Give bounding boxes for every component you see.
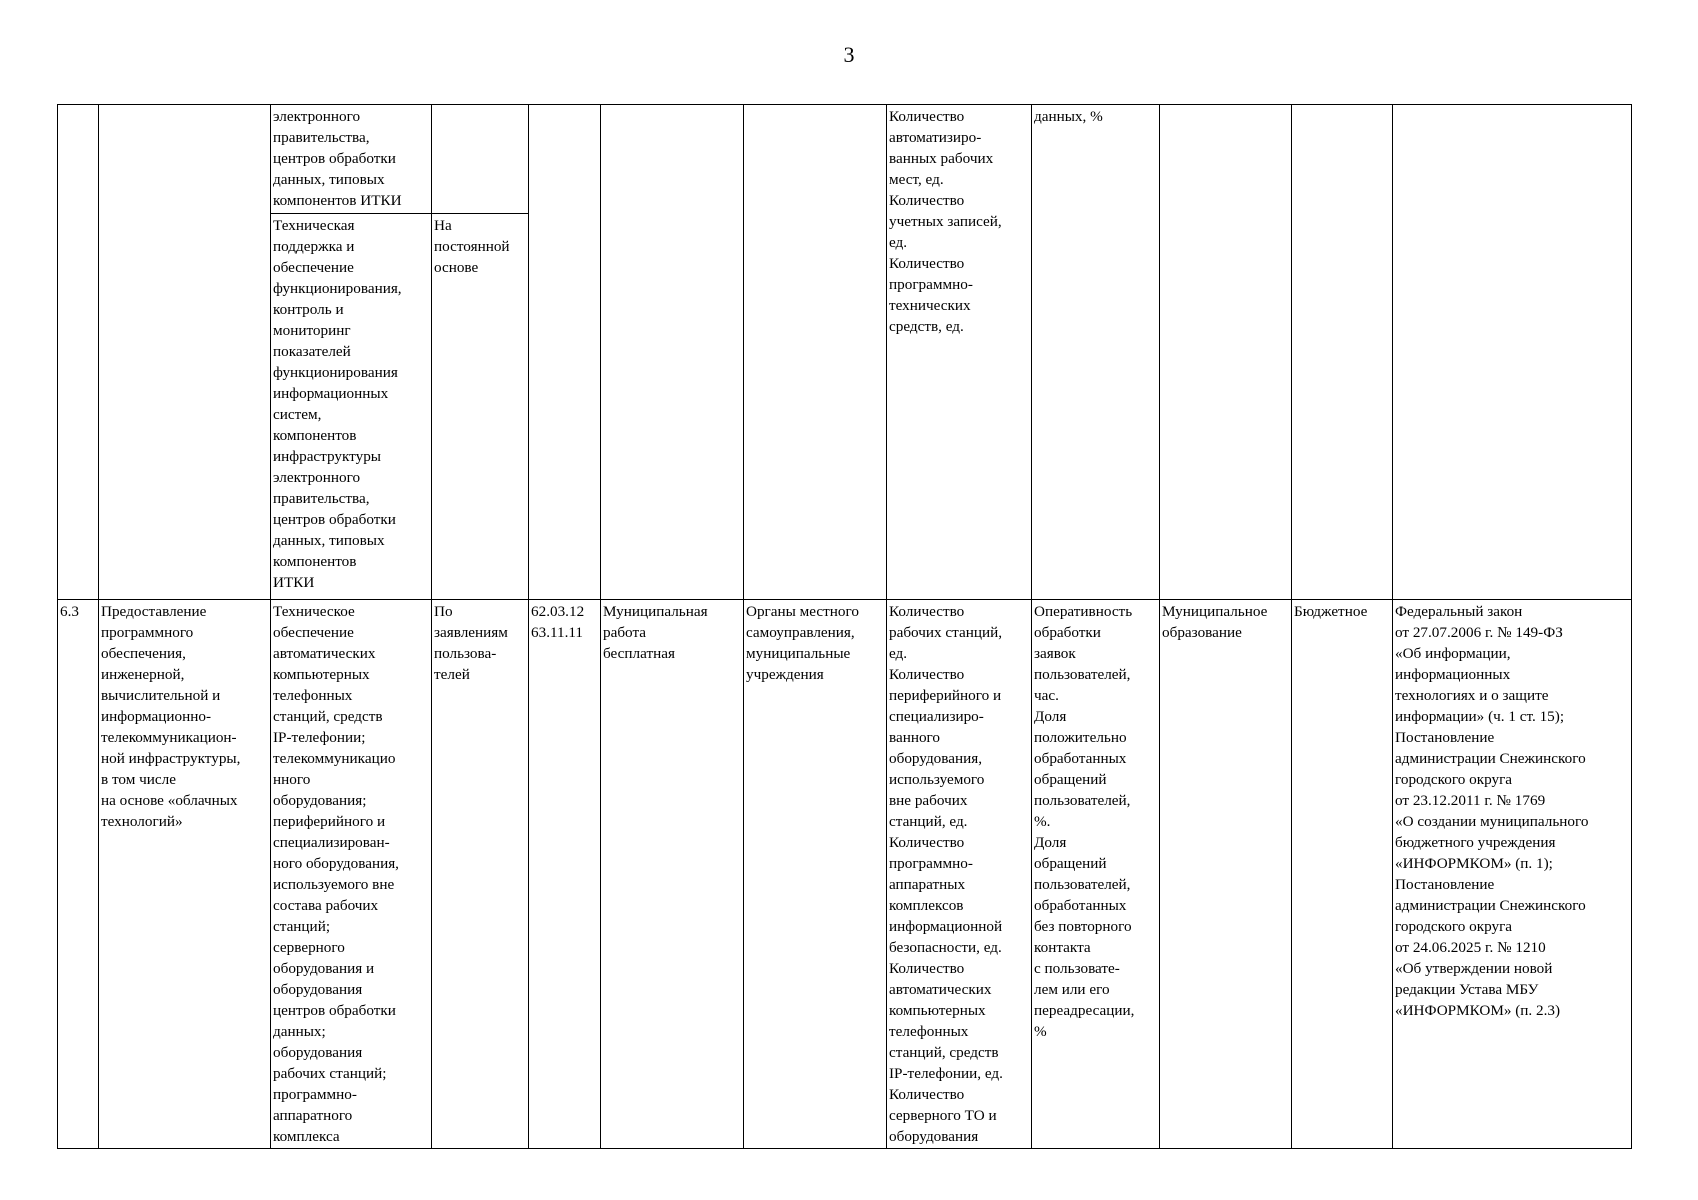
- text-line: положительно: [1034, 729, 1127, 746]
- cell-work-name-bottom: [271, 214, 432, 600]
- cell-consumers: [744, 600, 887, 1149]
- text-line: 62.03.12: [531, 603, 585, 620]
- text-line: редакции Устава МБУ: [1395, 981, 1539, 998]
- text-line: телефонных: [273, 687, 353, 704]
- text-line: обеспечения,: [101, 645, 186, 662]
- text-line: серверного: [273, 939, 345, 956]
- text-line: компонентов: [273, 427, 357, 444]
- cell-legal-basis: [1393, 600, 1632, 1149]
- cell-number: 6.3: [58, 600, 99, 1149]
- cell-institution-type: [1292, 600, 1393, 1149]
- text-line: IP-телефонии;: [273, 729, 366, 746]
- text-line: электронного: [273, 108, 361, 125]
- cell-service-name-cont: [99, 105, 271, 600]
- text-line: пользователей,: [1034, 876, 1131, 893]
- text-line: IP-телефонии, ед.: [889, 1065, 1003, 1082]
- text-line: центров обработки: [273, 1002, 396, 1019]
- text-line: контакта: [1034, 939, 1091, 956]
- continuation-row: [58, 105, 1632, 214]
- text-line: без повторного: [1034, 918, 1132, 935]
- text-line: используемого: [889, 771, 985, 788]
- text-line: Бюджетное: [1294, 603, 1368, 620]
- text-line: программного: [101, 624, 194, 641]
- text-line: информационно-: [101, 708, 212, 725]
- text-line: Количество: [889, 960, 965, 977]
- text-line: пользователей,: [1034, 792, 1131, 809]
- text-line: обработки: [1034, 624, 1101, 641]
- text-line: Доля: [1034, 834, 1067, 851]
- text-line: компьютерных: [273, 666, 370, 683]
- text-line: самоуправления,: [746, 624, 855, 641]
- text-line: данных, типовых: [273, 171, 385, 188]
- text-line: от 24.06.2025 г. № 1210: [1395, 939, 1546, 956]
- text-line: Постановление: [1395, 876, 1495, 893]
- text-line: обеспечение: [273, 624, 354, 641]
- text-line: переадресации,: [1034, 1002, 1135, 1019]
- text-line: «Об утверждении новой: [1395, 960, 1553, 977]
- cell-conditions-bottom: [432, 214, 529, 600]
- cell-conditions-top: [432, 105, 529, 214]
- text-line: компонентов: [273, 553, 357, 570]
- cell-volume-indicators: [887, 600, 1032, 1149]
- text-line: станций, ед.: [889, 813, 968, 830]
- text-line: «О создании муниципального: [1395, 813, 1589, 830]
- text-line: Количество: [889, 108, 965, 125]
- text-line: безопасности, ед.: [889, 939, 1002, 956]
- text-line: специализиро-: [889, 708, 984, 725]
- text-line: станций;: [273, 918, 331, 935]
- cell-level-cont: [1160, 105, 1292, 600]
- text-line: %.: [1034, 813, 1051, 830]
- cell-work-type-cont: [601, 105, 744, 600]
- text-line: систем,: [273, 406, 322, 423]
- text-line: Количество: [889, 603, 965, 620]
- text-line: мониторинг: [273, 322, 351, 339]
- text-line: автоматизиро-: [889, 129, 982, 146]
- text-line: поддержка и: [273, 238, 355, 255]
- text-line: функционирования,: [273, 280, 402, 297]
- text-line: комплексов: [889, 897, 964, 914]
- text-line: программно-: [889, 276, 973, 293]
- text-line: от 23.12.2011 г. № 1769: [1395, 792, 1546, 809]
- text-line: Постановление: [1395, 729, 1495, 746]
- text-line: Муниципальная: [603, 603, 708, 620]
- text-line: ной инфраструктуры,: [101, 750, 241, 767]
- text-line: программно-: [273, 1086, 357, 1103]
- text-line: На: [434, 217, 452, 234]
- text-line: в том числе: [101, 771, 176, 788]
- cell-level: [1160, 600, 1292, 1149]
- text-line: с пользовате-: [1034, 960, 1120, 977]
- text-line: ИТКИ: [273, 574, 315, 591]
- text-line: оборудования: [273, 1044, 363, 1061]
- cell-okved-cont: [529, 105, 601, 600]
- text-line: обращений: [1034, 855, 1107, 872]
- text-line: работа: [603, 624, 647, 641]
- text-line: заявлениям: [434, 624, 508, 641]
- text-line: контроль и: [273, 301, 344, 318]
- text-line: вне рабочих: [889, 792, 968, 809]
- text-line: инженерной,: [101, 666, 185, 683]
- row-6-3: [58, 600, 1632, 1149]
- text-line: программно-: [889, 855, 973, 872]
- text-line: Предоставление: [101, 603, 207, 620]
- text-line: ного оборудования,: [273, 855, 399, 872]
- text-line: учетных записей,: [889, 213, 1002, 230]
- text-line: Количество: [889, 834, 965, 851]
- text-line: телей: [434, 666, 470, 683]
- text-line: оборудования,: [889, 750, 983, 767]
- text-line: функционирования: [273, 364, 398, 381]
- text-line: от 27.07.2006 г. № 149-ФЗ: [1395, 624, 1563, 641]
- text-line: Количество: [889, 1086, 965, 1103]
- text-line: ванных рабочих: [889, 150, 994, 167]
- text-line: центров обработки: [273, 150, 396, 167]
- text-line: нного: [273, 771, 311, 788]
- text-line: средств, ед.: [889, 318, 964, 335]
- text-line: По: [434, 603, 453, 620]
- text-line: Муниципальное: [1162, 603, 1268, 620]
- text-line: технических: [889, 297, 971, 314]
- text-line: серверного ТО и: [889, 1107, 997, 1124]
- text-line: инфраструктуры: [273, 448, 381, 465]
- text-line: Доля: [1034, 708, 1067, 725]
- text-line: автоматических: [273, 645, 376, 662]
- text-line: пользова-: [434, 645, 497, 662]
- text-line: правительства,: [273, 490, 370, 507]
- text-line: Количество: [889, 255, 965, 272]
- text-line: станций, средств: [273, 708, 383, 725]
- text-line: обработанных: [1034, 750, 1127, 767]
- text-line: заявок: [1034, 645, 1076, 662]
- text-line: телекоммуникацио: [273, 750, 396, 767]
- cell-conditions: [432, 600, 529, 1149]
- text-line: телефонных: [889, 1023, 969, 1040]
- text-line: автоматических: [889, 981, 992, 998]
- text-line: компьютерных: [889, 1002, 986, 1019]
- text-line: оборудования;: [273, 792, 367, 809]
- cell-number-cont: [58, 105, 99, 600]
- text-line: час.: [1034, 687, 1059, 704]
- text-line: Техническая: [273, 217, 355, 234]
- text-line: Количество: [889, 192, 965, 209]
- services-table: [57, 104, 1632, 1149]
- text-line: компонентов ИТКИ: [273, 192, 402, 209]
- cell-legal-basis-cont: [1393, 105, 1632, 600]
- text-line: оборудования: [889, 1128, 979, 1145]
- text-line: электронного: [273, 469, 361, 486]
- text-line: обработанных: [1034, 897, 1127, 914]
- text-line: данных;: [273, 1023, 326, 1040]
- text-line: «ИНФОРМКОМ» (п. 1);: [1395, 855, 1553, 872]
- text-line: «Об информации,: [1395, 645, 1511, 662]
- text-line: Количество: [889, 666, 965, 683]
- text-line: Техническое: [273, 603, 355, 620]
- text-line: состава рабочих: [273, 897, 379, 914]
- text-line: 63.11.11: [531, 624, 584, 641]
- text-line: аппаратных: [889, 876, 966, 893]
- cell-work-name-top: [271, 105, 432, 214]
- text-line: мест, ед.: [889, 171, 944, 188]
- page-number: 3: [843, 42, 855, 67]
- text-line: ед.: [889, 645, 908, 662]
- text-line: информационной: [889, 918, 1003, 935]
- text-line: Органы местного: [746, 603, 859, 620]
- text-line: учреждения: [746, 666, 824, 683]
- text-line: Оперативность: [1034, 603, 1133, 620]
- text-line: бесплатная: [603, 645, 675, 662]
- text-line: данных, типовых: [273, 532, 385, 549]
- text-line: ед.: [889, 234, 908, 251]
- cell-work-type: [601, 600, 744, 1149]
- text-line: используемого вне: [273, 876, 395, 893]
- text-line: рабочих станций;: [273, 1065, 387, 1082]
- text-line: правительства,: [273, 129, 370, 146]
- cell-volume-indicators-cont: [887, 105, 1032, 600]
- text-line: лем или его: [1034, 981, 1110, 998]
- text-line: станций, средств: [889, 1044, 999, 1061]
- text-line: информационных: [1395, 666, 1511, 683]
- text-line: комплекса: [273, 1128, 340, 1145]
- text-line: образование: [1162, 624, 1242, 641]
- text-line: Федеральный закон: [1395, 603, 1523, 620]
- text-line: данных, %: [1034, 108, 1103, 125]
- text-line: ванного: [889, 729, 941, 746]
- text-line: показателей: [273, 343, 351, 360]
- text-line: постоянной: [434, 238, 510, 255]
- text-line: телекоммуникацион-: [101, 729, 237, 746]
- text-line: обеспечение: [273, 259, 354, 276]
- text-line: информации» (ч. 1 ст. 15);: [1395, 708, 1565, 725]
- text-line: аппаратного: [273, 1107, 353, 1124]
- cell-institution-type-cont: [1292, 105, 1393, 600]
- cell-work-content: [271, 600, 432, 1149]
- text-line: периферийного и: [273, 813, 386, 830]
- text-line: основе: [434, 259, 479, 276]
- text-line: технологиях и о защите: [1395, 687, 1549, 704]
- text-line: технологий»: [101, 813, 183, 830]
- text-line: на основе «облачных: [101, 792, 238, 809]
- text-line: муниципальные: [746, 645, 851, 662]
- cell-quality-indicators-cont: [1032, 105, 1160, 600]
- text-line: пользователей,: [1034, 666, 1131, 683]
- cell-okved: [529, 600, 601, 1149]
- text-line: оборудования: [273, 981, 363, 998]
- text-line: %: [1034, 1023, 1047, 1040]
- text-line: рабочих станций,: [889, 624, 1003, 641]
- text-line: периферийного и: [889, 687, 1002, 704]
- text-line: вычислительной и: [101, 687, 221, 704]
- text-line: администрации Снежинского: [1395, 897, 1586, 914]
- text-line: «ИНФОРМКОМ» (п. 2.3): [1395, 1002, 1561, 1019]
- text-line: городского округа: [1395, 771, 1513, 788]
- text-line: обращений: [1034, 771, 1107, 788]
- text-line: центров обработки: [273, 511, 396, 528]
- text-line: информационных: [273, 385, 389, 402]
- text-line: городского округа: [1395, 918, 1513, 935]
- cell-quality-indicators: [1032, 600, 1160, 1149]
- text-line: администрации Снежинского: [1395, 750, 1586, 767]
- cell-service-name: [99, 600, 271, 1149]
- text-line: специализирован-: [273, 834, 390, 851]
- text-line: оборудования и: [273, 960, 375, 977]
- text-line: бюджетного учреждения: [1395, 834, 1556, 851]
- cell-consumers-cont: [744, 105, 887, 600]
